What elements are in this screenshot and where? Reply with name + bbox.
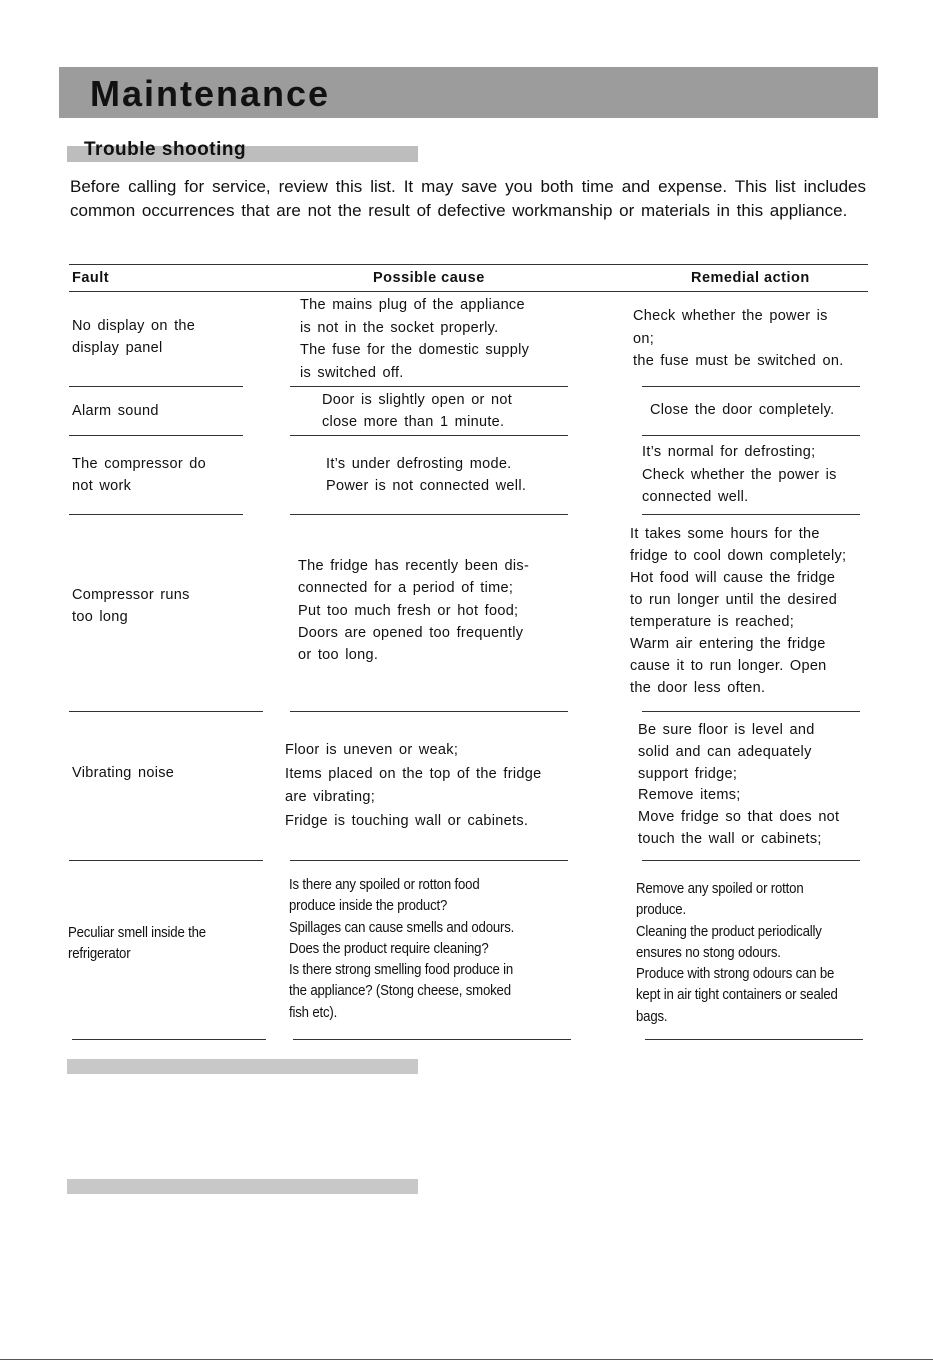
- row-5-rule-cause: [290, 860, 568, 861]
- table-row-3-cause: It’s under defrosting mode. Power is not connected well.: [326, 456, 527, 494]
- table-row-1-cause: The mains plug of the appliance is not in the socket properly. The fuse for the domestic supply is switched off.: [300, 297, 530, 381]
- row-4-rule-cause: [290, 711, 568, 712]
- table-row-6-action: Remove any spoiled or rotton produce. Cleaning the product periodically ensures no stong odours. Produce with strong odours can be kept in air tight containers or sealed bags.: [636, 880, 838, 1025]
- page-title: Maintenance: [90, 73, 331, 114]
- table-row-5-fault: Vibrating noise: [72, 765, 175, 781]
- row-2-rule-cause: [290, 435, 568, 436]
- table-header-rule: [69, 291, 868, 292]
- row-4-rule-fault: [69, 711, 263, 712]
- page-bottom-rule: [0, 1359, 933, 1360]
- intro-paragraph: Before calling for service, review this list. It may save you both time and expense. This list includes common occurrences that are not the result of defective workmanship or materials in this appliance.: [70, 177, 866, 220]
- table-row-3-fault: The compressor do not work: [72, 456, 207, 494]
- column-header-cause: Possible cause: [373, 270, 485, 286]
- row-5-rule-fault: [69, 860, 263, 861]
- table-row-4-fault: Compressor runs too long: [72, 587, 190, 625]
- table-row-2-fault: Alarm sound: [72, 403, 159, 419]
- table-row-1-fault: No display on the display panel: [72, 318, 196, 356]
- column-header-action: Remedial action: [691, 270, 810, 286]
- table-row-6-fault: Peculiar smell inside the refrigerator: [68, 924, 206, 963]
- column-header-fault: Fault: [72, 270, 110, 286]
- row-5-rule-action: [642, 860, 860, 861]
- table-row-4-action: It takes some hours for the fridge to cool down completely; Hot food will cause the fridge to run longer until the desired temperature is reached; Warm air entering the fridge cause it to run longer. Open the door less often.: [630, 526, 847, 696]
- row-1-rule-action: [642, 386, 860, 387]
- section-band-empty-2: [67, 1179, 418, 1194]
- table-row-2-action: Close the door completely.: [650, 402, 835, 418]
- table-row-5-cause: Floor is uneven or weak; Items placed on the top of the fridge are vibrating; Fridge is touching wall or cabinets.: [285, 742, 542, 829]
- section-band-empty-1: [67, 1059, 418, 1074]
- row-6-rule-action: [645, 1039, 863, 1040]
- table-row-1-action: Check whether the power is on; the fuse must be switched on.: [633, 308, 844, 369]
- table-row-2-cause: Door is slightly open or not close more than 1 minute.: [322, 392, 513, 430]
- row-3-rule-cause: [290, 514, 568, 515]
- row-2-rule-action: [642, 435, 860, 436]
- row-3-rule-action: [642, 514, 860, 515]
- table-row-3-action: It’s normal for defrosting; Check whether the power is connected well.: [642, 444, 837, 505]
- row-2-rule-fault: [69, 435, 243, 436]
- row-1-rule-cause: [290, 386, 568, 387]
- section-title: Trouble shooting: [84, 139, 247, 160]
- row-4-rule-action: [642, 711, 860, 712]
- table-row-4-cause: The fridge has recently been dis- connected for a period of time; Put too much fresh or hot food; Doors are opened too frequently or too long.: [298, 558, 530, 664]
- table-row-6-cause: Is there any spoiled or rotton food produce inside the product? Spillages can cause smells and odours. Does the product require cleaning? Is there strong smelling food produce in the appliance? (Stong cheese, smoked fish etc).: [289, 876, 515, 1021]
- row-3-rule-fault: [69, 514, 243, 515]
- table-top-rule: [69, 264, 868, 265]
- row-6-rule-fault: [72, 1039, 266, 1040]
- row-6-rule-cause: [293, 1039, 571, 1040]
- table-row-5-action: Be sure floor is level and solid and can adequately support fridge; Remove items; Move fridge so that does not touch the wall or cabinets;: [638, 722, 840, 847]
- row-1-rule-fault: [69, 386, 243, 387]
